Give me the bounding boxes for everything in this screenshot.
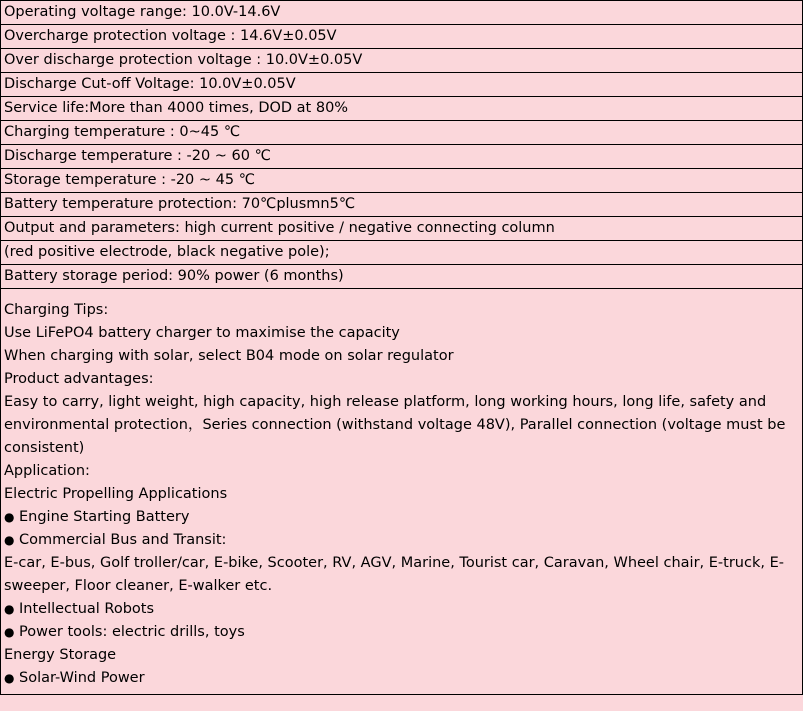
- spec-storage-period: Battery storage period: 90% power (6 months): [1, 265, 803, 289]
- power-tools-label: Power tools: electric drills, toys: [19, 624, 245, 640]
- application-heading: Application:: [4, 463, 90, 479]
- table-row: [1, 49, 803, 73]
- charging-tips-heading: Charging Tips:: [4, 302, 109, 318]
- spec-storage-temperature: Storage temperature : -20 ~ 45 ℃: [1, 169, 803, 193]
- table-row: [1, 289, 803, 695]
- table-row: [1, 145, 803, 169]
- spec-over-discharge-protection: Over discharge protection voltage : 10.0V±0.05V: [1, 49, 803, 73]
- intellectual-robots-label: Intellectual Robots: [19, 601, 155, 617]
- table-row: [1, 73, 803, 97]
- table-row: [1, 217, 803, 241]
- spec-discharge-temperature: Discharge temperature : -20 ~ 60 ℃: [1, 145, 803, 169]
- spec-charging-temperature: Charging temperature : 0~45 ℃: [1, 121, 803, 145]
- notes-cell: [1, 289, 803, 695]
- advantages-heading: Product advantages:: [4, 371, 154, 387]
- list-item: [4, 506, 800, 529]
- list-item: [4, 598, 800, 621]
- bullet-icon: ●: [4, 625, 15, 639]
- spec-overcharge-protection: Overcharge protection voltage : 14.6V±0.05V: [1, 25, 803, 49]
- bullet-icon: ●: [4, 602, 15, 616]
- table-row: [1, 121, 803, 145]
- bullet-icon: ●: [4, 510, 15, 524]
- engine-starting-label: Engine Starting Battery: [19, 509, 190, 525]
- list-item: [4, 667, 800, 690]
- spec-discharge-cutoff: Discharge Cut-off Voltage: 10.0V±0.05V: [1, 73, 803, 97]
- charging-tip-1: Use LiFePO4 battery charger to maximise the capacity: [4, 325, 400, 341]
- energy-storage-heading: Energy Storage: [4, 647, 117, 663]
- spec-electrode-colors: (red positive electrode, black negative pole);: [1, 241, 803, 265]
- table-row: [1, 193, 803, 217]
- bullet-icon: ●: [4, 533, 15, 547]
- table-row: [1, 241, 803, 265]
- table-row: [1, 169, 803, 193]
- table-row: [1, 265, 803, 289]
- advantages-text: Easy to carry, light weight, high capacity, high release platform, long working hours, long life, safety and environmental protection，Series connection (withstand voltage 48V), Parallel connection (voltage must be consistent): [4, 394, 786, 456]
- list-item: [4, 621, 800, 644]
- charging-tip-2: When charging with solar, select B04 mode on solar regulator: [4, 348, 454, 364]
- table-row: [1, 1, 803, 25]
- vehicles-text: E-car, E-bus, Golf troller/car, E-bike, Scooter, RV, AGV, Marine, Tourist car, Caravan, Wheel chair, E-truck, E-sweeper, Floor cleaner, E-walker etc.: [4, 555, 784, 594]
- bullet-icon: ●: [4, 671, 15, 685]
- spec-service-life: Service life:More than 4000 times, DOD at 80%: [1, 97, 803, 121]
- table-row: [1, 25, 803, 49]
- spec-operating-voltage: Operating voltage range: 10.0V-14.6V: [1, 1, 803, 25]
- table-row: [1, 97, 803, 121]
- list-item: [4, 529, 800, 552]
- solar-wind-label: Solar-Wind Power: [19, 670, 145, 686]
- commercial-bus-label: Commercial Bus and Transit:: [19, 532, 227, 548]
- spec-output-parameters: Output and parameters: high current positive / negative connecting column: [1, 217, 803, 241]
- spec-temperature-protection: Battery temperature protection: 70℃plusmn5℃: [1, 193, 803, 217]
- notes-block: [4, 299, 802, 690]
- electric-propelling-heading: Electric Propelling Applications: [4, 486, 228, 502]
